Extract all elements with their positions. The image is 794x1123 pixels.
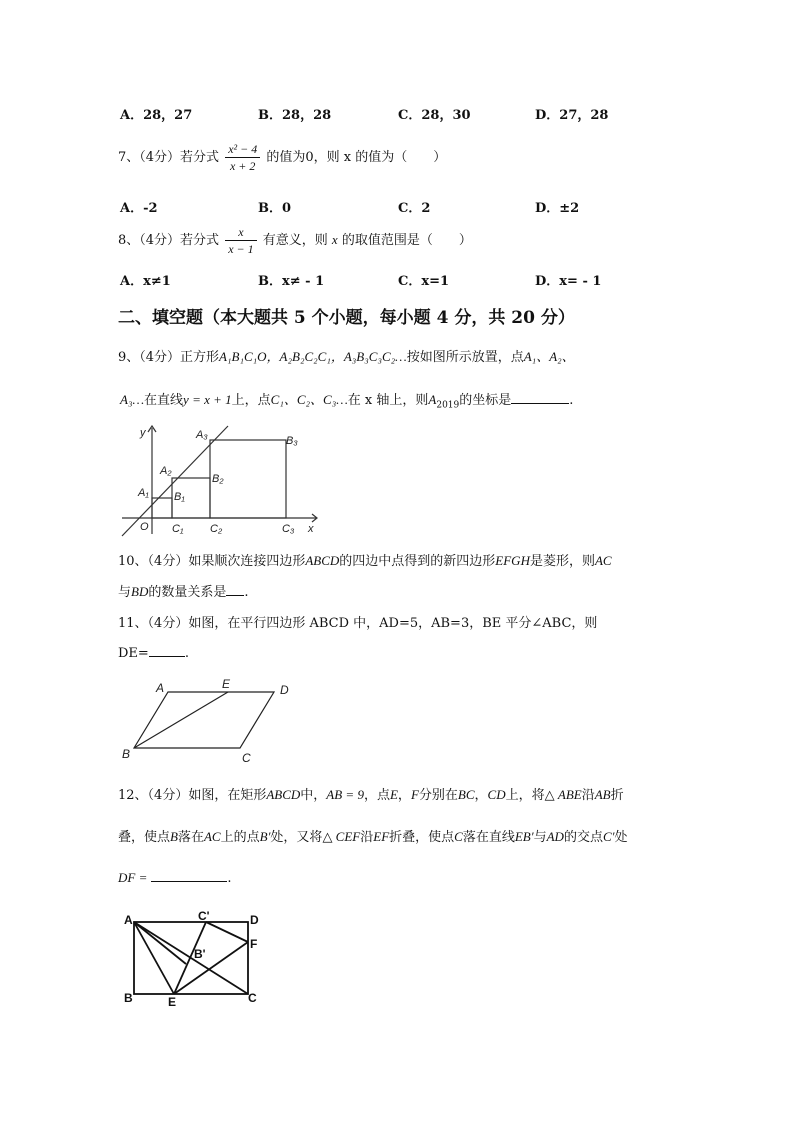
q11-label-a: A (156, 681, 165, 695)
q9-points-c: C₁、C₂、C₃… (270, 392, 348, 407)
q12-text-h: 沿 (581, 788, 595, 803)
q12-text-f: ， (474, 788, 488, 803)
q12-text-s: 处 (614, 830, 628, 845)
q9-label-a2: A₂ (160, 465, 172, 477)
q9-line-equation: y = x + 1 (183, 392, 232, 407)
q12-text-k: 落在 (177, 830, 204, 845)
q7-option-d: D．±2 (535, 201, 580, 216)
q11-end: . (184, 646, 189, 661)
q7-option-c: C．2 (398, 201, 431, 216)
q12-ab9: AB = 9 (326, 787, 364, 802)
q12-label-b-prime: B' (194, 947, 206, 961)
q9-label-o: O (140, 521, 149, 533)
q12-text-d: ， (397, 788, 411, 803)
q9-text-d: 上，点 (231, 393, 271, 408)
q8-variable: x (331, 232, 338, 247)
q9-figure (118, 422, 324, 540)
q12-segment-cf (206, 922, 248, 942)
q9-label-c3: C₃ (282, 523, 295, 535)
q8-suffix2: 的取值范围是（ ） (341, 233, 472, 248)
q10-line-2 (118, 581, 249, 600)
q12-line-1 (118, 784, 624, 803)
q9-a3: A₃… (120, 392, 145, 407)
q12-label-e: E (168, 995, 177, 1008)
q10-efgh: EFGH (495, 553, 530, 568)
q12-text-a: 12、（4分）如图，在矩形 (118, 788, 267, 803)
q8-suffix: 有意义，则 (262, 233, 328, 248)
q12-cp: C′ (602, 829, 615, 844)
q11-label-c: C (242, 751, 251, 765)
q11-answer-blank (149, 656, 185, 657)
q11-label-b: B (122, 747, 131, 761)
q8-option-a: A．x≠1 (120, 274, 171, 289)
q9-end: . (569, 393, 574, 408)
q12-line-3 (118, 870, 232, 886)
q12-text-m: 处，又将 (270, 830, 323, 845)
q10-end: . (244, 585, 249, 600)
q12-ebp: EB′ (514, 829, 534, 844)
q12-tri-abe: △ ABE (544, 787, 582, 802)
q12-ac: AC (203, 829, 221, 844)
q12-label-c-prime: C' (198, 909, 210, 923)
q9-label-b3: B₃ (286, 435, 298, 447)
q7-denominator: x + 2 (229, 159, 256, 173)
q9-text-e: 在 x 轴上，则 (347, 393, 429, 408)
q8-denominator: x − 1 (228, 242, 254, 256)
q12-cd: CD (487, 787, 506, 802)
q12-answer-blank (151, 881, 227, 882)
q6-option-c: C．28，30 (398, 108, 471, 123)
q9-label-b2: B₂ (212, 473, 224, 485)
q12-label-d: D (250, 913, 259, 927)
q12-text-n: 沿 (360, 830, 374, 845)
q12-text-b: 中， (300, 788, 327, 803)
q12-line-2 (118, 826, 628, 845)
q12-label-b: B (124, 991, 133, 1005)
q7-prefix: 7、（4分）若分式 (118, 150, 220, 165)
q12-text-i: 折 (610, 788, 624, 803)
q12-label-f: F (250, 937, 258, 951)
q12-text-o: 折叠，使点 (389, 830, 455, 845)
q12-ad: AD (546, 829, 564, 844)
q11-figure (118, 676, 298, 766)
q12-e: E (389, 787, 398, 802)
q12-text-c: ，点 (363, 788, 390, 803)
q12-text-l: 上的点 (220, 830, 260, 845)
q9-label-c1: C₁ (172, 523, 184, 535)
q12-bp: B′ (259, 829, 271, 844)
q12-abcd: ABCD (266, 787, 301, 802)
q12-diagonal-ac (134, 922, 248, 994)
q7-numerator: x² − 4 (225, 141, 260, 158)
q9-text-a: 9、（4分）正方形 (118, 350, 220, 365)
q10-line-1 (118, 550, 612, 569)
q10-text-a: 10、（4分）如果顺次连接四边形 (118, 554, 306, 569)
q12-text-j: 叠，使点 (118, 830, 171, 845)
q7-fraction (225, 141, 260, 174)
q8-prefix: 8、（4分）若分式 (118, 233, 220, 248)
q12-f: F (410, 787, 419, 802)
q10-text-d: 与 (118, 585, 132, 600)
q12-text-p: 落在直线 (462, 830, 515, 845)
q12-figure (118, 906, 278, 1008)
q9-answer-blank (511, 403, 569, 404)
q10-bd: BD (131, 584, 149, 599)
q9-label-b1: B₁ (174, 491, 185, 503)
q8-option-c: C．x=1 (398, 274, 450, 289)
q10-text-c: 是菱形，则 (529, 554, 595, 569)
q12-text-r: 的交点 (563, 830, 603, 845)
q10-abcd: ABCD (305, 553, 340, 568)
q9-a2019: A (428, 392, 437, 407)
q9-line-2 (120, 389, 573, 411)
q9-line-1 (118, 346, 575, 365)
q8-fraction (225, 224, 256, 257)
q6-option-b: B．28，28 (258, 108, 332, 123)
q6-option-a: A．28，27 (120, 108, 193, 123)
q9-squares: A₁B₁C₁O，A₂B₂C₂C₁，A₃B₃C₃C₂… (219, 349, 407, 364)
q8-option-d: D．x= - 1 (535, 274, 602, 289)
q10-answer-blank (226, 595, 244, 596)
q8-numerator: x (225, 224, 256, 241)
q10-text-e: 的数量关系是 (148, 585, 227, 600)
q12-text-e: 分别在 (418, 788, 458, 803)
q12-tri-cef: △ CEF (322, 829, 361, 844)
question-8 (118, 224, 472, 257)
q12-end: . (227, 871, 232, 886)
q9-a2019-sub: 2019 (436, 400, 460, 411)
q9-text-c: 在直线 (144, 393, 184, 408)
q12-b: B (170, 829, 178, 844)
q12-ef: EF (373, 829, 390, 844)
q7-suffix: 的值为0，则 x 的值为（ ） (266, 150, 447, 165)
q11-label-e: E (222, 677, 231, 691)
q10-text-b: 的四边中点得到的新四边形 (339, 554, 496, 569)
q9-label-y: y (140, 427, 146, 439)
q10-ac: AC (594, 553, 612, 568)
q11-label-d: D (280, 683, 289, 697)
q7-option-a: A．-2 (120, 201, 158, 216)
q12-ab: AB (594, 787, 611, 802)
q12-label-c: C (248, 991, 257, 1005)
q11-line-2 (118, 646, 189, 661)
q9-label-x: x (308, 523, 314, 535)
q12-segment-ab-prime (134, 922, 186, 964)
q11-parallelogram (134, 692, 274, 748)
section-2-heading: 二、填空题（本大题共 5 个小题，每小题 4 分，共 20 分） (118, 308, 575, 328)
q12-bc: BC (457, 787, 475, 802)
q12-text-q: 与 (533, 830, 547, 845)
q12-c: C (454, 829, 463, 844)
q11-line-1: 11、（4分）如图，在平行四边形 ABCD 中，AD=5，AB=3，BE 平分∠ABC，则 (118, 616, 598, 631)
q9-label-a1: A₁ (138, 487, 149, 499)
q7-option-b: B．0 (258, 201, 292, 216)
q9-points-a: A₁、A₂、 (523, 349, 575, 364)
q12-label-a: A (124, 913, 133, 927)
question-7 (118, 141, 446, 174)
q12-segment-ae (134, 922, 174, 994)
q12-text-g: 上，将 (505, 788, 545, 803)
q6-option-d: D．27，28 (535, 108, 609, 123)
q8-option-b: B．x≠ - 1 (258, 274, 325, 289)
q9-text-f: 的坐标是 (459, 393, 512, 408)
q9-label-a3: A₃ (196, 429, 208, 441)
q12-df: DF = (118, 870, 148, 885)
q9-label-c2: C₂ (210, 523, 223, 535)
q11-de: DE= (118, 646, 149, 661)
q11-segment-be (134, 692, 228, 748)
q9-text-b: 按如图所示放置，点 (406, 350, 524, 365)
